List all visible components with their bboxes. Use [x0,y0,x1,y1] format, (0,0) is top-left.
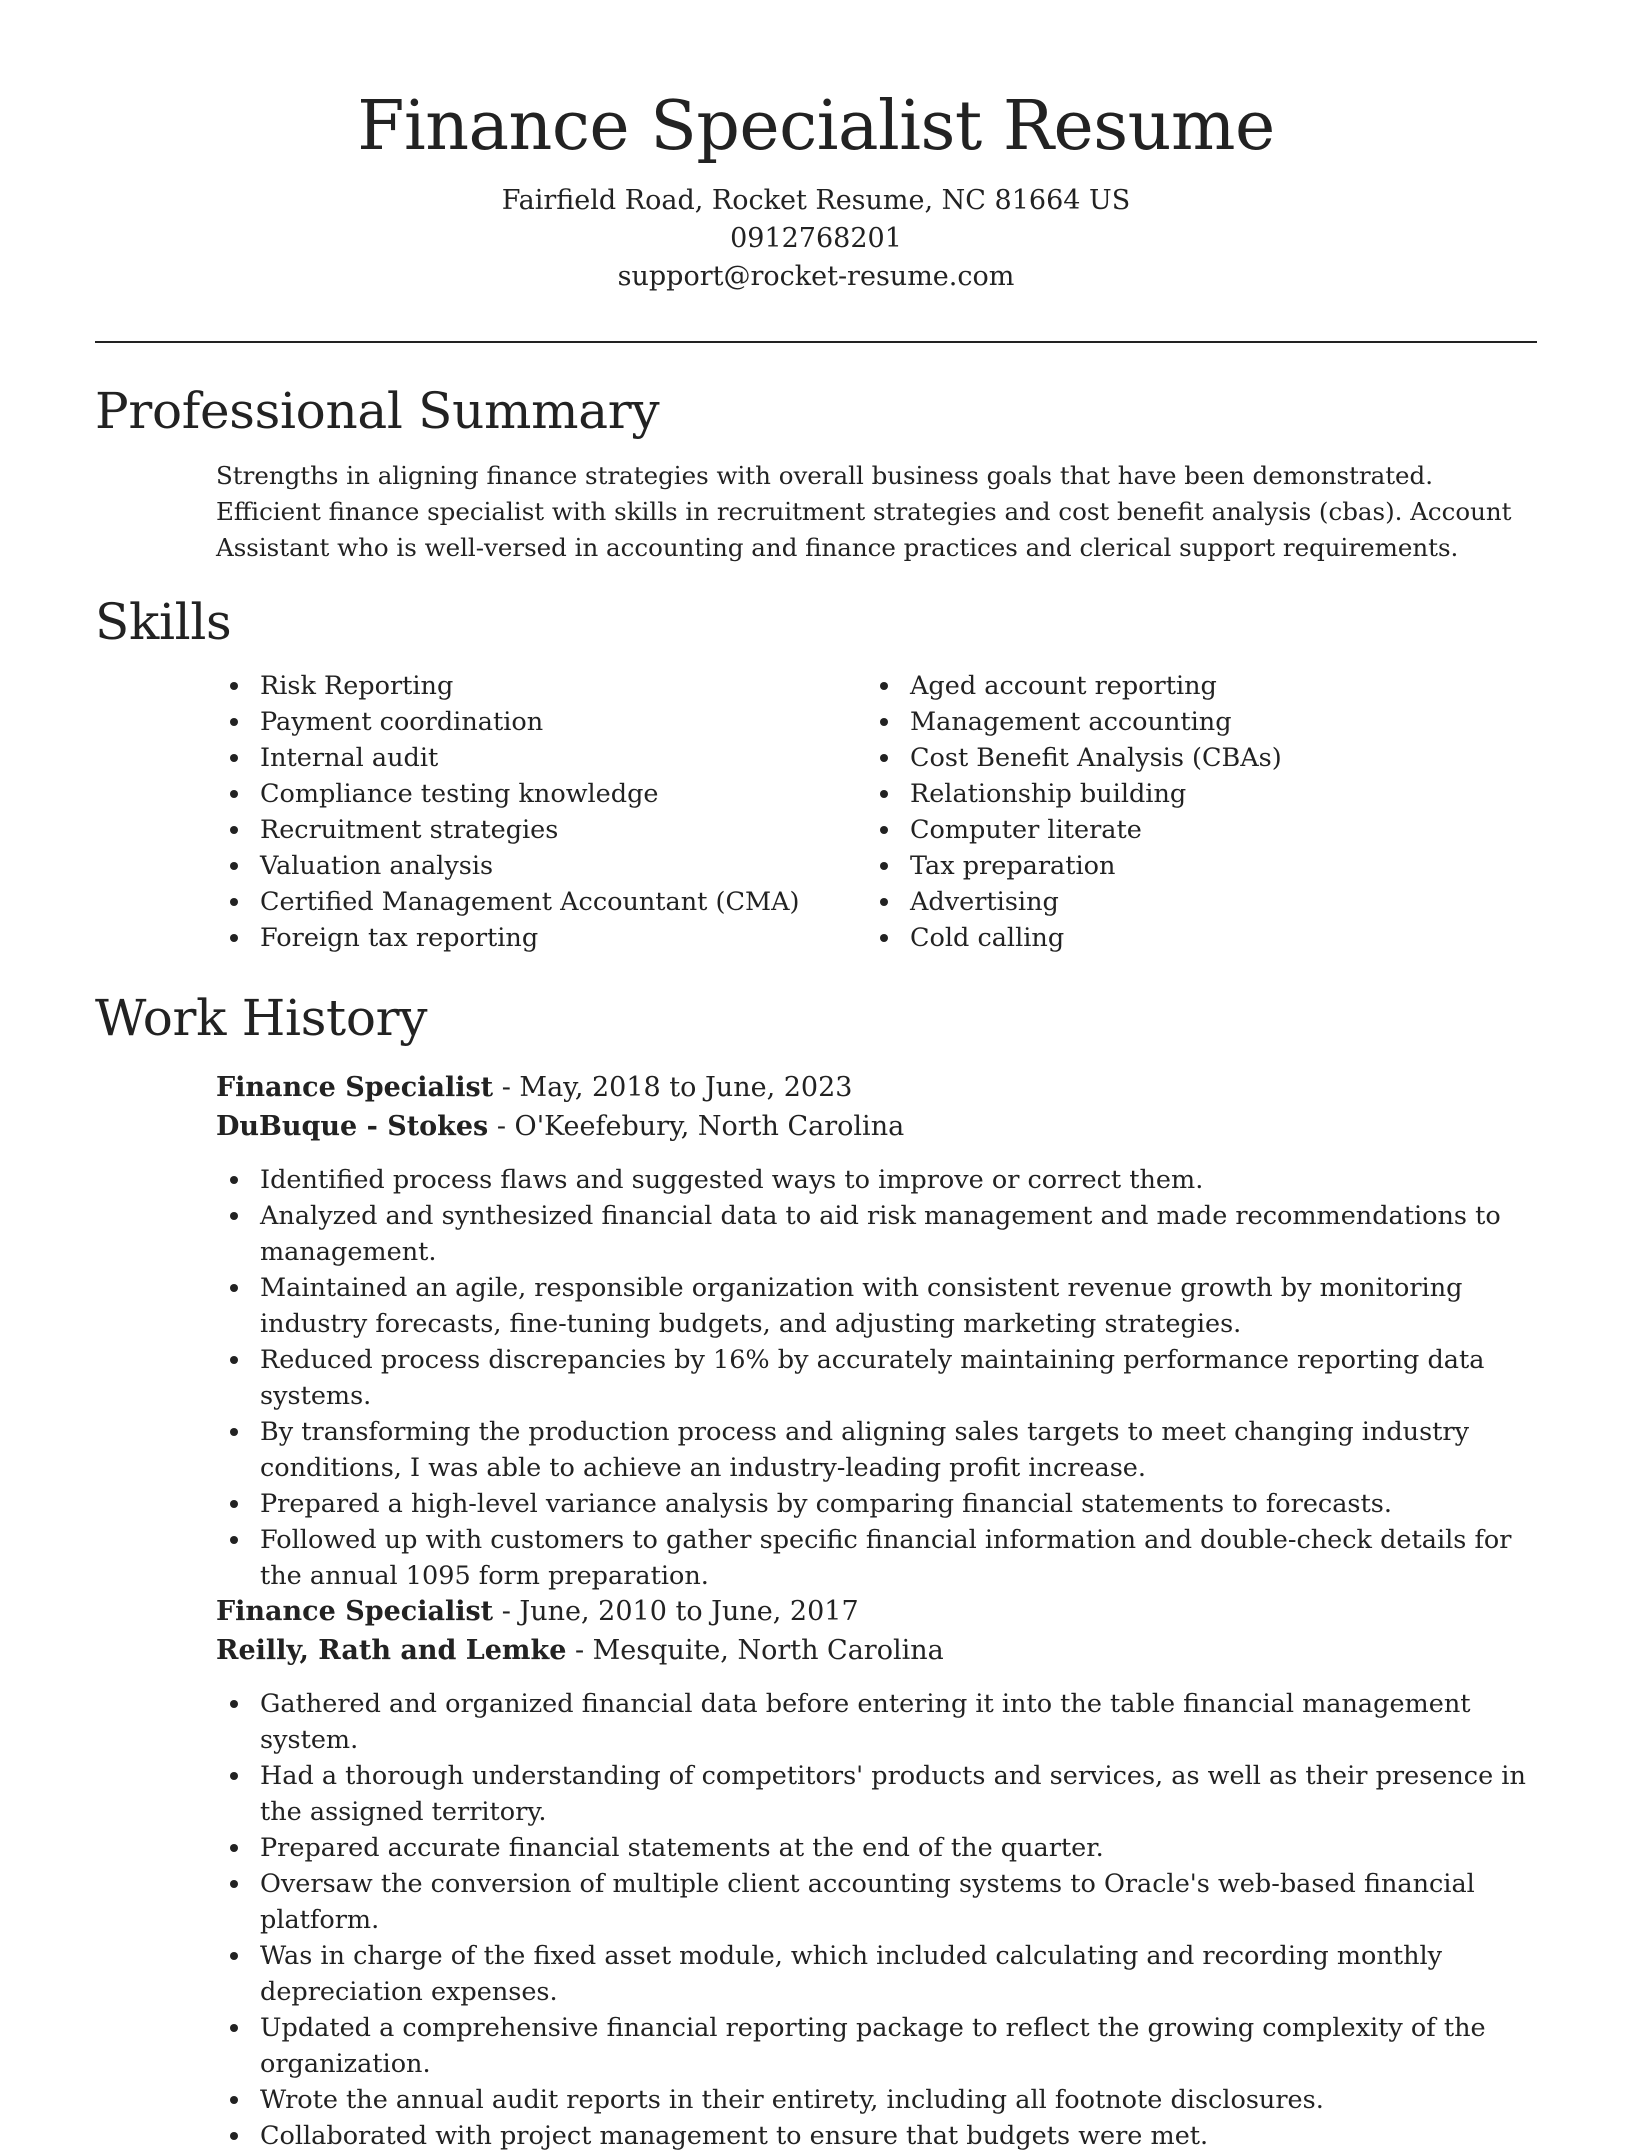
skill-item: Valuation analysis [216,848,816,884]
list-item: By transforming the production process and aligning sales targets to meet changing industry conditions, I was able to achieve an industry-leading profit increase. [216,1414,1536,1486]
header-divider [95,341,1537,343]
job-title: Finance Specialist [216,1596,494,1627]
list-item: Followed up with customers to gather specific financial information and double-check details for the annual 1095 form preparation. [216,1522,1536,1594]
job-company-line [216,1107,1536,1146]
address: Fairfield Road, Rocket Resume, NC 81664 US [501,185,1131,216]
list-item: Prepared accurate financial statements at the end of the quarter. [216,1830,1536,1866]
list-item: Updated a comprehensive financial reporting package to reflect the growing complexity of the organization. [216,2010,1536,2082]
work-history-heading: Work History [95,989,428,1047]
list-item: Reduced process discrepancies by 16% by accurately maintaining performance reporting data systems. [216,1342,1536,1414]
job-company-line [216,1631,1536,1670]
list-item: Was in charge of the fixed asset module, which included calculating and recording monthly depreciation expenses. [216,1938,1536,2010]
list-item: Maintained an agile, responsible organization with consistent revenue growth by monitoring industry forecasts, fine-tuning budgets, and adjusting marketing strategies. [216,1270,1536,1342]
skill-item: Payment coordination [216,704,816,740]
summary-text: Strengths in aligning finance strategies with overall business goals that have been demonstrated. Efficient finance specialist with skills in recruitment strategies and cost benefit analysis (cbas). Account Assistant who is well-versed in accounting and finance practices and clerical support requirements. [216,461,1512,562]
list-item: Had a thorough understanding of competitors' products and services, as well as their presence in the assigned territory. [216,1758,1536,1830]
skill-item: Computer literate [866,812,1506,848]
skill-item: Cost Benefit Analysis (CBAs) [866,740,1506,776]
skills-heading: Skills [95,593,232,651]
skill-item: Certified Management Accountant (CMA) [216,884,816,920]
job-company: DuBuque - Stokes [216,1111,489,1142]
resume-title: Finance Specialist Resume [357,87,1275,166]
skill-item: Recruitment strategies [216,812,816,848]
job-responsibilities [216,1162,1536,1594]
skill-item: Advertising [866,884,1506,920]
skill-item: Management accounting [866,704,1506,740]
job-header [216,1592,1536,1670]
skill-item: Aged account reporting [866,668,1506,704]
list-item: Gathered and organized financial data before entering it into the table financial management system. [216,1686,1536,1758]
skill-item: Risk Reporting [216,668,816,704]
skills-list-right [866,668,1506,956]
list-item: Wrote the annual audit reports in their entirety, including all footnote disclosures. [216,2082,1536,2118]
list-item: Oversaw the conversion of multiple client accounting systems to Oracle's web-based financial platform. [216,1866,1536,1938]
summary-heading: Professional Summary [95,382,660,440]
list-item: Identified process flaws and suggested ways to improve or correct them. [216,1162,1536,1198]
job-header [216,1068,1536,1146]
job-location: - O'Keefebury, North Carolina [488,1111,905,1142]
skills-list-left [216,668,816,956]
job-title-line [216,1592,1536,1631]
list-item: Collaborated with project management to ensure that budgets were met. [216,2118,1536,2154]
job-location: - Mesquite, North Carolina [566,1635,944,1666]
list-item: Analyzed and synthesized financial data to aid risk management and made recommendations to management. [216,1198,1536,1270]
job-responsibilities [216,1686,1536,2154]
contact-block [0,182,1632,296]
skill-item: Foreign tax reporting [216,920,816,956]
skill-item: Relationship building [866,776,1506,812]
job-title: Finance Specialist [216,1072,494,1103]
skill-item: Compliance testing knowledge [216,776,816,812]
phone: 0912768201 [730,223,902,254]
list-item: Prepared a high-level variance analysis by comparing financial statements to forecasts. [216,1486,1536,1522]
job-company: Reilly, Rath and Lemke [216,1635,567,1666]
skill-item: Internal audit [216,740,816,776]
email: support@rocket-resume.com [617,261,1015,292]
resume-header [0,82,1632,296]
job-dates: - May, 2018 to June, 2023 [493,1072,853,1103]
job-dates: - June, 2010 to June, 2017 [493,1596,859,1627]
job-title-line [216,1068,1536,1107]
skill-item: Tax preparation [866,848,1506,884]
skill-item: Cold calling [866,920,1506,956]
